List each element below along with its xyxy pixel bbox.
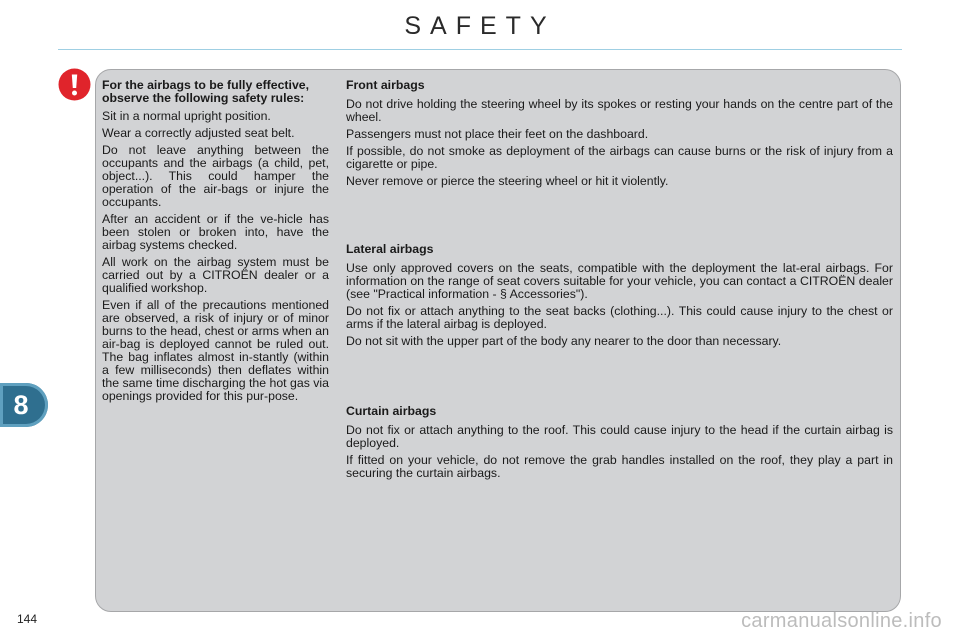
curtain-airbags-paragraph: If fitted on your vehicle, do not remove the grab handles installed on the roof, they play a part in securing the curtain airbags. [346,453,893,480]
safety-rules-column [102,79,329,407]
lateral-airbags-paragraph: Do not sit with the upper part of the body any nearer to the door than necessary. [346,334,782,348]
safety-rule-paragraph: Even if all of the precautions mentioned are observed, a risk of injury or of minor burns to the head, chest or arms when an air-bag is deployed cannot be ruled out. The bag inflates almost in-stantly (within a few milliseconds) then deflates within the same time discharging the hot gas via openings provided for this pur-pose. [102,298,329,403]
chapter-tab[interactable] [0,383,48,427]
front-airbags-paragraph: Do not drive holding the steering wheel by its spokes or resting your hands on the centre part of the wheel. [346,97,893,124]
safety-rule-paragraph: After an accident or if the ve-hicle has been stolen or broken into, have the airbag systems checked. [102,212,329,252]
curtain-airbags-paragraph: Do not fix or attach anything to the roof. This could cause injury to the head if the curtain airbag is deployed. [346,423,893,450]
lateral-airbags-paragraph: Use only approved covers on the seats, compatible with the deployment the lat-eral airbags. For information on the range of seat covers suitable for your vehicle, you can contact a CITROËN dealer (see "Practical information - § Accessories"). [346,261,893,301]
safety-rule-paragraph: Do not leave anything between the occupants and the airbags (a child, pet, object...). This could hamper the operation of the air-bags or injure the occupants. [102,143,329,209]
safety-rule-paragraph: Wear a correctly adjusted seat belt. [102,126,295,140]
safety-rule-paragraph: All work on the airbag system must be carried out by a CITROËN dealer or a qualified workshop. [102,255,329,295]
front-airbags-heading: Front airbags [346,78,425,92]
watermark: carmanualsonline.info [741,610,942,632]
front-airbags-paragraph: Never remove or pierce the steering wheel or hit it violently. [346,174,669,188]
safety-rules-heading: For the airbags to be fully effective, observe the following safety rules: [102,78,310,105]
curtain-airbags-section [346,405,893,484]
curtain-airbags-heading: Curtain airbags [346,404,437,418]
lateral-airbags-heading: Lateral airbags [346,242,434,256]
page-title: SAFETY [404,12,556,40]
safety-rule-paragraph: Sit in a normal upright position. [102,109,271,123]
exclamation-warning-icon [58,68,91,101]
front-airbags-paragraph: If possible, do not smoke as deployment of the airbags can cause burns or the risk of injury from a cigarette or pipe. [346,144,893,171]
lateral-airbags-section [346,243,893,352]
lateral-airbags-paragraph: Do not fix or attach anything to the seat backs (clothing...). This could cause injury to the chest or arms if the lateral airbag is deployed. [346,304,893,331]
front-airbags-section [346,79,893,192]
title-divider [58,49,902,50]
front-airbags-paragraph: Passengers must not place their feet on the dashboard. [346,127,649,141]
chapter-number: 8 [13,390,29,420]
page-number: 144 [17,612,38,626]
